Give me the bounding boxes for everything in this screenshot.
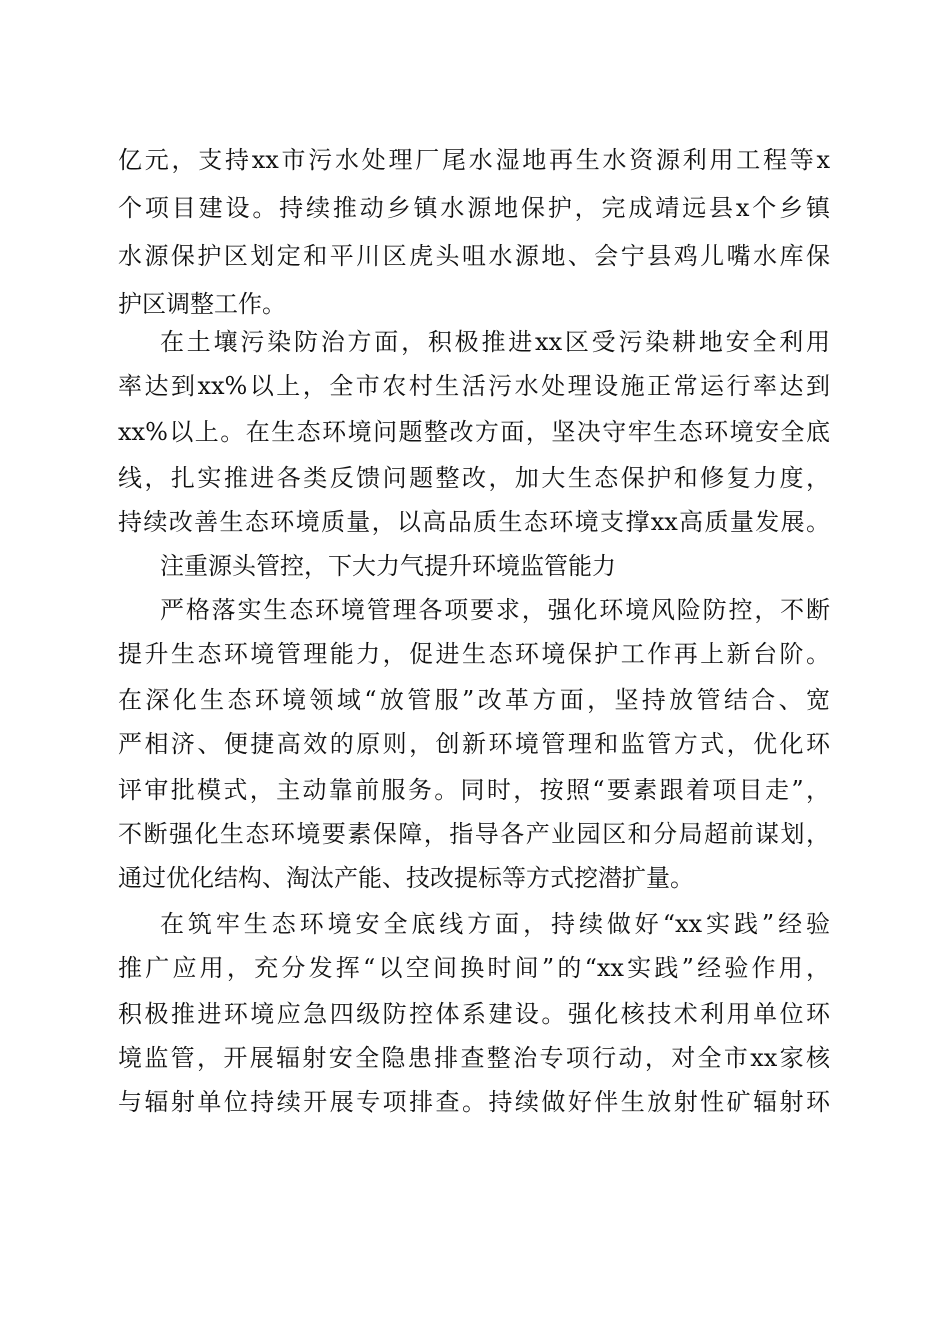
text-line-14: 严相济、便捷高效的原则，创新环境管理和监管方式，优化环 (118, 730, 830, 758)
text-line-3: 水源保护区划定和平川区虎头咀水源地、会宁县鸡儿嘴水库保 (118, 242, 830, 270)
text-line-1: 亿元，支持xx市污水处理厂尾水湿地再生水资源利用工程等x (118, 146, 830, 174)
text-line-7: xx%以上。在生态环境问题整改方面，坚决守牢生态环境安全底 (118, 418, 830, 446)
text-line-12: 提升生态环境管理能力，促进生态环境保护工作再上新台阶。 (118, 640, 830, 668)
text-line-9: 持续改善生态环境质量，以高品质生态环境支撑xx高质量发展。 (118, 508, 830, 536)
text-line-2: 个项目建设。持续推动乡镇水源地保护，完成靖远县x个乡镇 (118, 194, 830, 222)
text-line-22: 与辐射单位持续开展专项排查。持续做好伴生放射性矿辐射环 (118, 1088, 830, 1116)
text-line-21: 境监管，开展辐射安全隐患排查整治专项行动，对全市xx家核 (118, 1044, 830, 1072)
text-line-20: 积极推进环境应急四级防控体系建设。强化核技术利用单位环 (118, 1000, 830, 1028)
text-line-8: 线，扎实推进各类反馈问题整改，加大生态保护和修复力度， (118, 464, 830, 492)
text-line-17: 通过优化结构、淘汰产能、技改提标等方式挖潜扩量。 (118, 864, 694, 892)
text-line-13: 在深化生态环境领域“放管服”改革方面，坚持放管结合、宽 (118, 686, 830, 714)
text-line-5: 在土壤污染防治方面，积极推进xx区受污染耕地安全利用 (160, 328, 830, 356)
text-line-15: 评审批模式，主动靠前服务。同时，按照“要素跟着项目走”， (118, 776, 830, 804)
text-line-4: 护区调整工作。 (118, 290, 286, 318)
text-line-6: 率达到xx%以上，全市农村生活污水处理设施正常运行率达到 (118, 372, 830, 400)
text-line-18: 在筑牢生态环境安全底线方面，持续做好“xx实践”经验 (160, 910, 830, 938)
text-line-11: 严格落实生态环境管理各项要求，强化环境风险防控，不断 (160, 596, 830, 624)
section-heading: 注重源头管控，下大力气提升环境监管能力 (160, 552, 616, 580)
text-line-19: 推广应用，充分发挥“以空间换时间”的“xx实践”经验作用， (118, 954, 830, 982)
text-line-16: 不断强化生态环境要素保障，指导各产业园区和分局超前谋划， (118, 820, 830, 848)
